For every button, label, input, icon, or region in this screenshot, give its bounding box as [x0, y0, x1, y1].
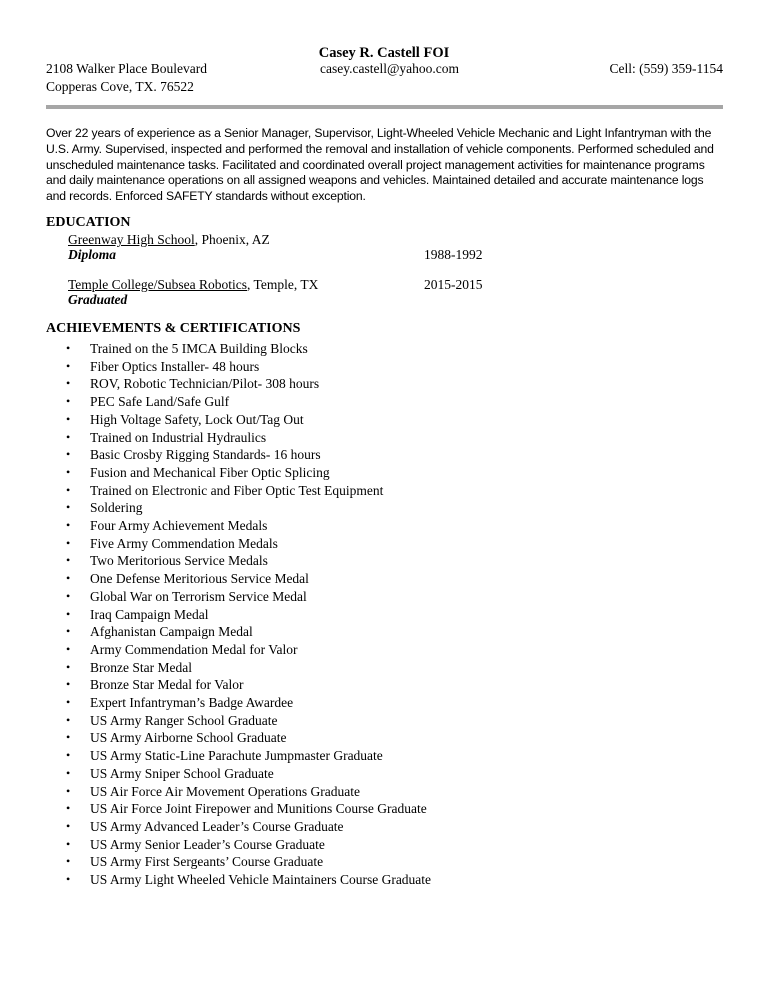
bullet-icon: • — [66, 535, 71, 550]
bullet-icon: • — [66, 358, 71, 373]
bullet-icon: • — [66, 394, 71, 409]
bullet-icon: • — [66, 695, 71, 709]
bullet-icon: • — [66, 571, 71, 586]
summary-paragraph: Over 22 years of experience as a Senior Manager, Supervisor, Light-Wheeled Vehicle Mechanic and Light Infantryman with the U.S. Army. Supervised, inspected and performed the removal and installation of vehicle components. Performed scheduled and unscheduled maintenance tasks. Facilitated and coordinated overall project management activities for maintenance programs and daily maintenance operations on all assigned weapons and vehicles. Maintained detailed and accurate maintenance logs and records. Enforced SAFETY standards without exception. — [46, 126, 714, 204]
bullet-icon: • — [66, 624, 71, 639]
bullet-icon: • — [66, 730, 71, 745]
achievement-text: Fusion and Mechanical Fiber Optic Splicing — [90, 464, 330, 480]
email-address: casey.castell@yahoo.com — [320, 61, 460, 76]
achievement-text: Trained on Electronic and Fiber Optic Test Equipment — [90, 482, 384, 498]
bullet-icon: • — [66, 482, 71, 497]
resume-name: Casey R. Castell FOI — [318, 45, 450, 61]
bullet-icon: • — [66, 836, 71, 851]
achievement-text: US Army Sniper School Graduate — [90, 765, 274, 781]
school-name: Greenway High School — [68, 232, 195, 247]
education-heading: EDUCATION — [46, 215, 131, 230]
bullet-icon: • — [66, 801, 71, 816]
bullet-icon: • — [66, 588, 71, 603]
bullet-icon: • — [66, 677, 71, 692]
bullet-icon: • — [66, 606, 71, 621]
achievement-text: Iraq Campaign Medal — [90, 606, 209, 622]
header-divider — [46, 105, 723, 109]
achievement-text: US Army First Sergeants’ Course Graduate — [90, 854, 324, 870]
achievement-text: Fiber Optics Installer- 48 hours — [90, 358, 260, 374]
education-school-line — [68, 232, 270, 248]
school-location: , Phoenix, AZ — [194, 232, 270, 247]
achievement-text: US Air Force Air Movement Operations Graduate — [90, 783, 360, 799]
bullet-icon: • — [66, 765, 71, 780]
achievement-text: PEC Safe Land/Safe Gulf — [90, 394, 230, 410]
achievement-text: US Army Airborne School Graduate — [90, 730, 287, 746]
cell-phone: Cell: (559) 359-1154 — [609, 61, 723, 76]
bullet-icon: • — [66, 641, 71, 656]
achievement-text: US Army Light Wheeled Vehicle Maintainers Course Graduate — [90, 872, 432, 887]
bullet-icon: • — [66, 712, 71, 727]
education-years: 1988-1992 — [424, 247, 483, 262]
achievement-text: Trained on the 5 IMCA Building Blocks — [90, 341, 308, 356]
bullet-icon: • — [66, 854, 71, 869]
achievement-text: Afghanistan Campaign Medal — [90, 624, 253, 640]
education-school-line — [68, 277, 318, 293]
address-line-2: Copperas Cove, TX. 76522 — [46, 79, 194, 94]
education-credential: Graduated — [68, 292, 128, 307]
bullet-icon: • — [66, 783, 71, 798]
bullet-icon: • — [66, 500, 71, 515]
achievement-text: Bronze Star Medal for Valor — [90, 677, 244, 693]
school-name: Temple College/Subsea Robotics — [68, 277, 248, 292]
achievement-text: US Army Advanced Leader’s Course Graduate — [90, 818, 344, 834]
achievement-text: US Army Static-Line Parachute Jumpmaster Graduate — [90, 748, 383, 764]
achievement-text: Four Army Achievement Medals — [90, 518, 268, 533]
achievement-text: US Air Force Joint Firepower and Munitions Course Graduate — [90, 801, 427, 817]
achievement-text: Expert Infantryman’s Badge Awardee — [90, 695, 294, 710]
achievement-text: Five Army Commendation Medals — [90, 535, 278, 551]
achievement-text: Global War on Terrorism Service Medal — [90, 588, 307, 604]
achievement-text: Two Meritorious Service Medals — [90, 553, 268, 569]
achievement-text: Army Commendation Medal for Valor — [90, 641, 298, 657]
bullet-icon: • — [66, 464, 71, 479]
bullet-icon: • — [66, 341, 71, 355]
bullet-icon: • — [66, 748, 71, 763]
achievements-heading: ACHIEVEMENTS & CERTIFICATIONS — [46, 321, 301, 336]
achievement-text: Trained on Industrial Hydraulics — [90, 429, 267, 445]
achievement-text: US Army Senior Leader’s Course Graduate — [90, 836, 325, 852]
bullet-icon: • — [66, 872, 71, 886]
achievement-text: Soldering — [90, 500, 143, 516]
achievement-text: High Voltage Safety, Lock Out/Tag Out — [90, 411, 304, 427]
bullet-icon: • — [66, 429, 71, 444]
achievement-text: Bronze Star Medal — [90, 659, 192, 675]
achievement-text: US Army Ranger School Graduate — [90, 712, 278, 728]
achievement-text: Basic Crosby Rigging Standards- 16 hours — [90, 447, 321, 463]
education-credential: Diploma — [68, 247, 117, 262]
bullet-icon: • — [66, 518, 71, 532]
bullet-icon: • — [66, 659, 71, 674]
bullet-icon: • — [66, 818, 71, 833]
achievement-text: ROV, Robotic Technician/Pilot- 308 hours — [90, 376, 320, 392]
school-location: , Temple, TX — [247, 277, 319, 292]
address-line-1: 2108 Walker Place Boulevard — [46, 61, 207, 76]
bullet-icon: • — [66, 447, 71, 462]
bullet-icon: • — [66, 376, 71, 391]
bullet-icon: • — [66, 553, 71, 568]
achievement-text: One Defense Meritorious Service Medal — [90, 571, 309, 587]
bullet-icon: • — [66, 411, 71, 426]
education-years: 2015-2015 — [424, 277, 483, 292]
